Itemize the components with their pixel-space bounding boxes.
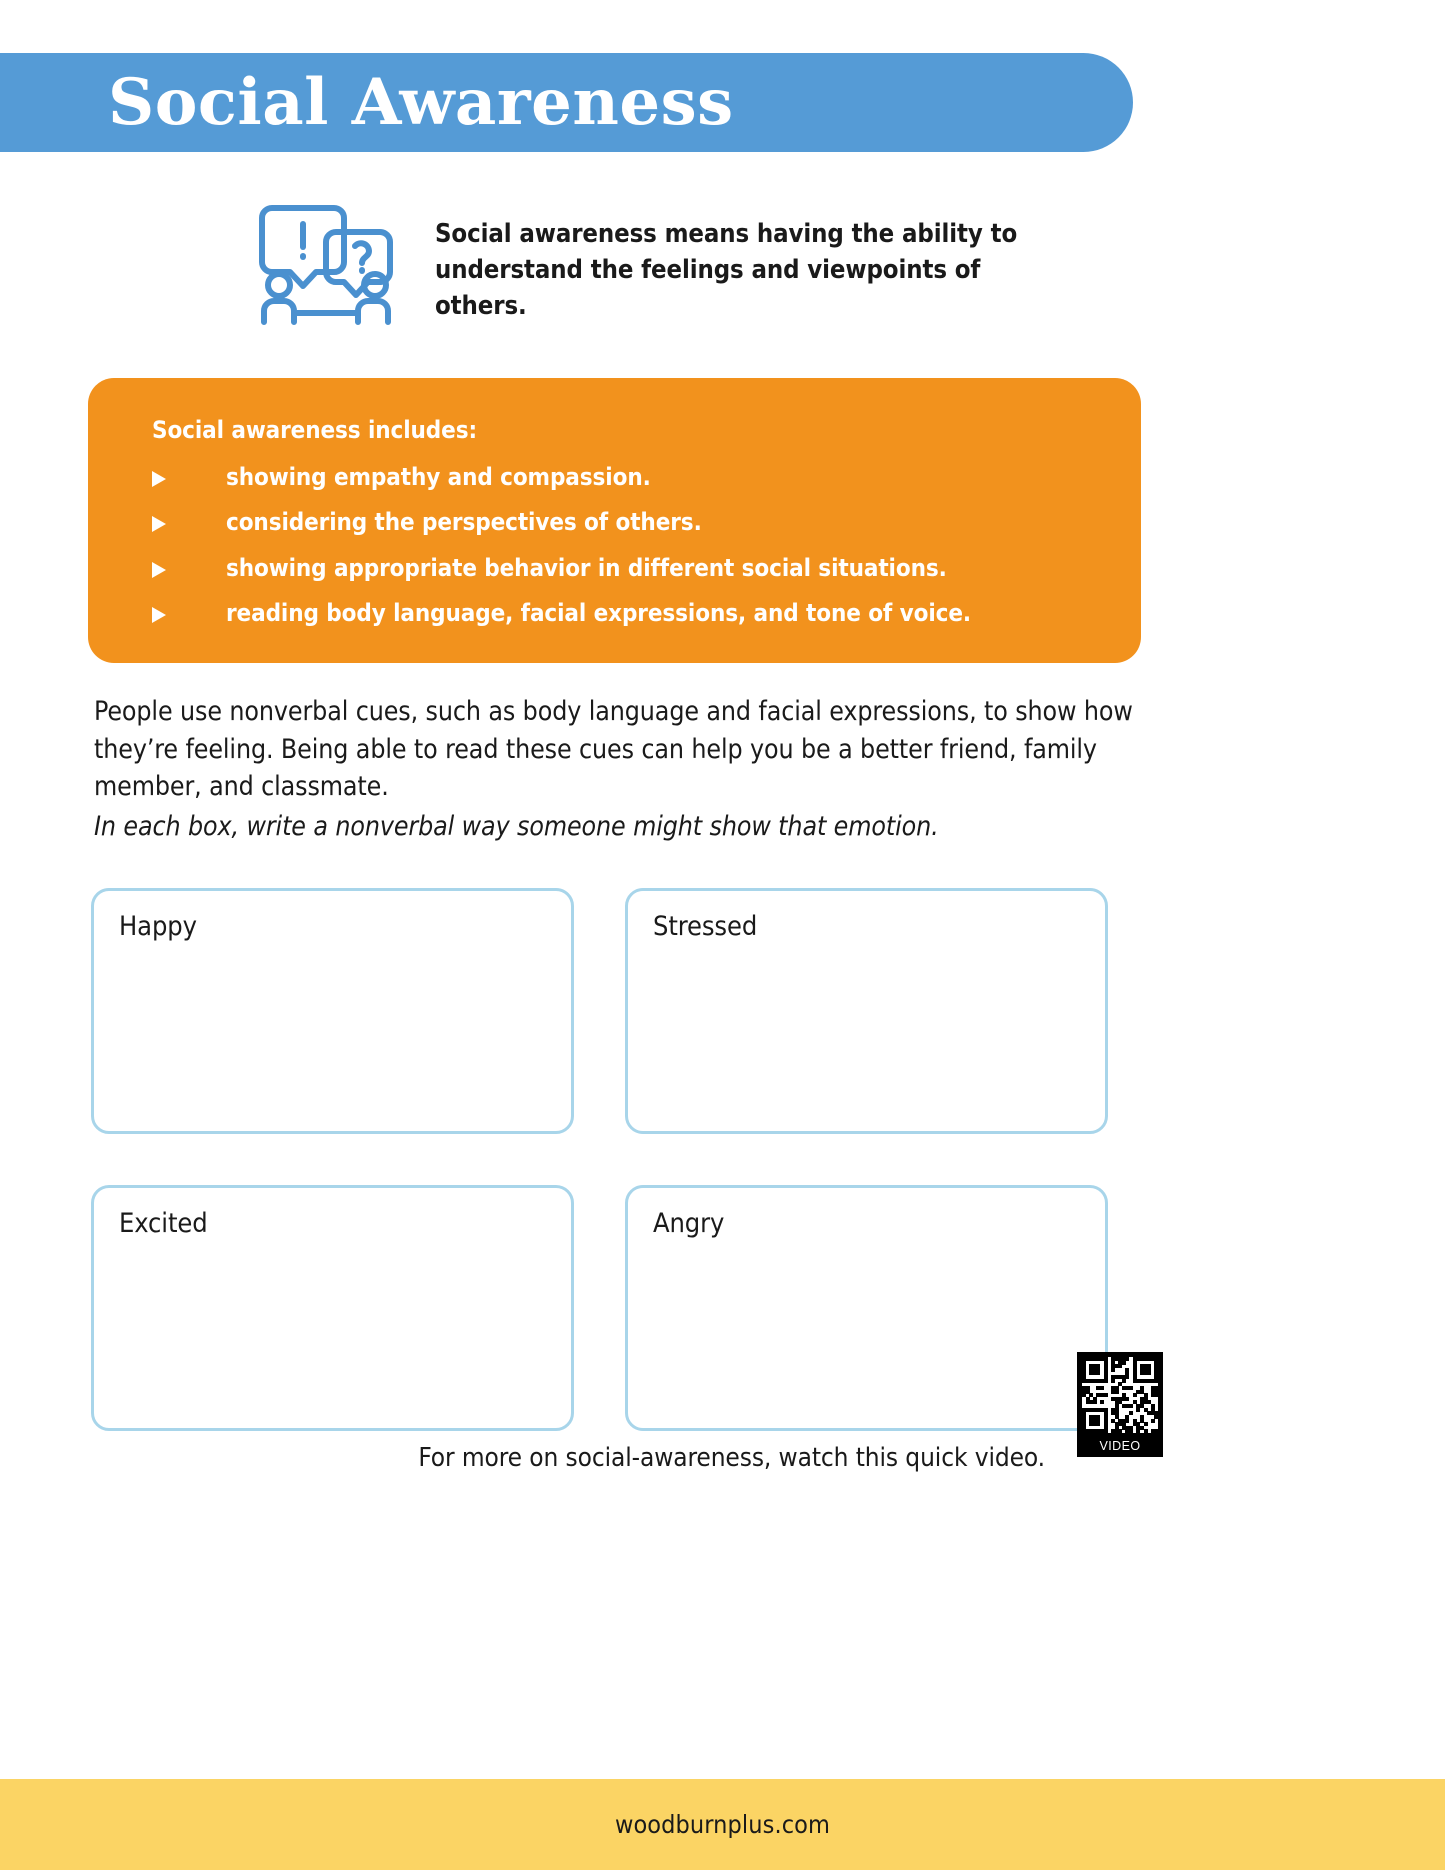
answer-box-label: Excited bbox=[119, 1208, 208, 1239]
qr-code-matrix bbox=[1082, 1357, 1158, 1433]
header-banner bbox=[0, 53, 1133, 152]
body-paragraph: People use nonverbal cues, such as body language and facial expressions, to show how they’re feeling. Being able to read these cues can help you be a better friend, family member, and classmate. bbox=[94, 696, 1133, 803]
callout-item-label: showing empathy and compassion. bbox=[226, 463, 651, 491]
instruction-text: In each box, write a nonverbal way someone might show that emotion. bbox=[94, 811, 939, 842]
callout-item-label: reading body language, facial expressions, and tone of voice. bbox=[226, 599, 971, 628]
callout-item-label: showing appropriate behavior in different social situations. bbox=[226, 553, 947, 582]
footer-website-label: woodburnplus.com bbox=[614, 1810, 831, 1839]
callout-list bbox=[152, 464, 1101, 627]
footer-bar bbox=[0, 1779, 1445, 1870]
triangle-right-icon bbox=[152, 471, 166, 487]
callout-item-label: considering the perspectives of others. bbox=[226, 508, 702, 537]
social-awareness-callout bbox=[88, 378, 1141, 663]
triangle-right-icon bbox=[152, 562, 166, 578]
callout-title: Social awareness includes: bbox=[152, 416, 478, 444]
answer-box-label: Happy bbox=[119, 911, 197, 942]
list-item bbox=[152, 600, 1101, 626]
triangle-right-icon bbox=[152, 516, 166, 532]
answer-box-excited[interactable] bbox=[91, 1185, 574, 1431]
answer-box-stressed[interactable] bbox=[625, 888, 1108, 1134]
video-caption: For more on social-awareness, watch this quick video. bbox=[418, 1443, 1045, 1473]
list-item bbox=[152, 509, 1101, 535]
speech-bubbles-icon bbox=[258, 194, 394, 326]
qr-code-label: VIDEO bbox=[1099, 1439, 1141, 1453]
list-item bbox=[152, 555, 1101, 581]
answer-box-label: Stressed bbox=[653, 911, 758, 942]
list-item bbox=[152, 464, 1101, 490]
answer-box-happy[interactable] bbox=[91, 888, 574, 1134]
qr-code[interactable] bbox=[1077, 1352, 1163, 1457]
intro-description: Social awareness means having the ability to understand the feelings and viewpoints of others. bbox=[435, 219, 1018, 322]
page-title: Social Awareness bbox=[108, 64, 734, 140]
triangle-right-icon bbox=[152, 607, 166, 623]
intro-section bbox=[0, 186, 1445, 336]
answer-box-angry[interactable] bbox=[625, 1185, 1108, 1431]
answer-boxes-grid bbox=[91, 888, 1108, 1443]
answer-box-label: Angry bbox=[653, 1208, 725, 1239]
